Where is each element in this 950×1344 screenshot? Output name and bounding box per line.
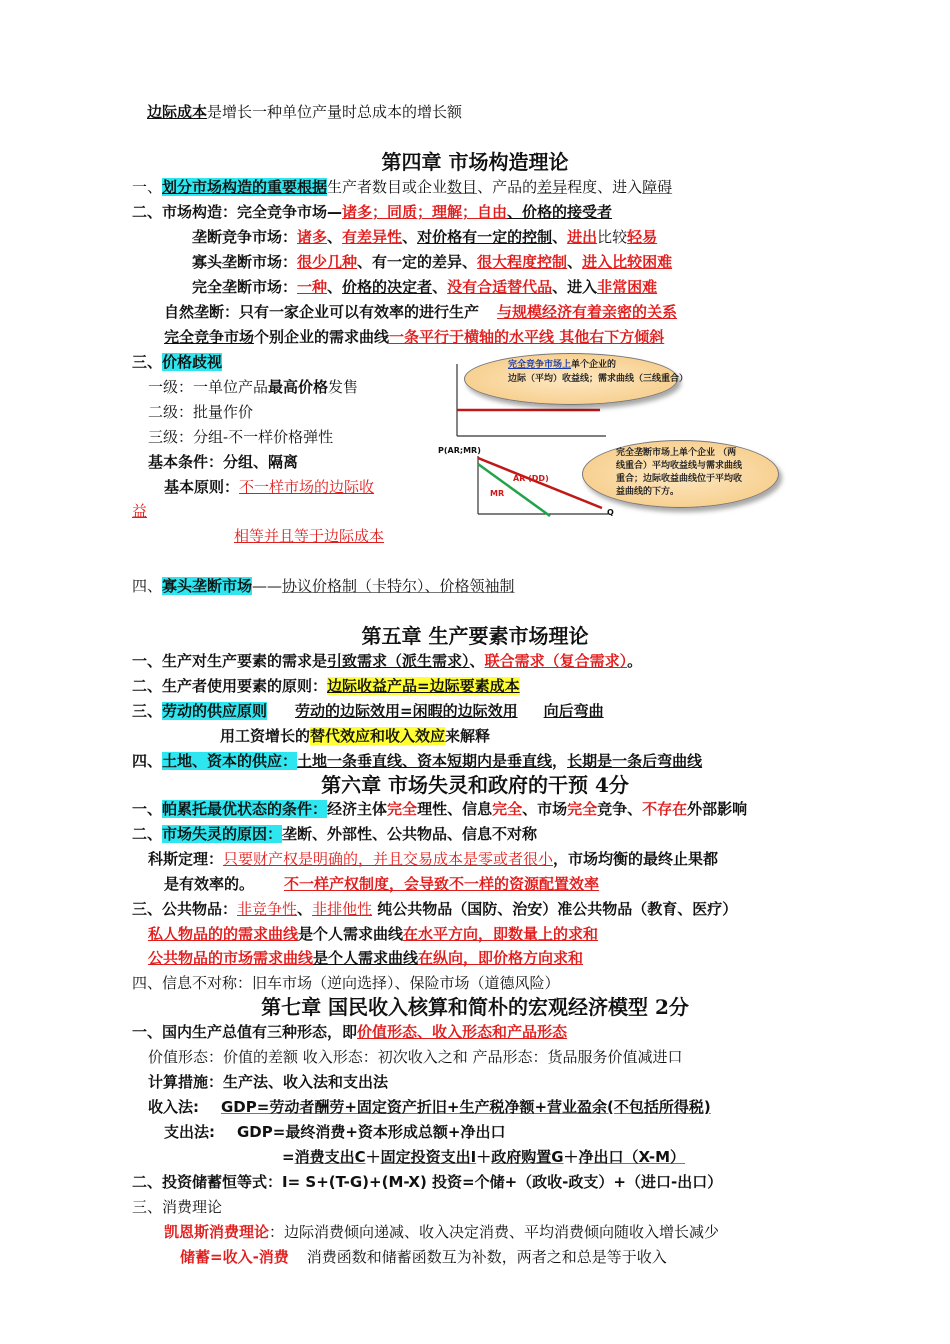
c4-line-1: 一、划分市场构造的重要根据生产者数目或企业数目、产品的差异程度、进入障碍 (132, 178, 673, 196)
bubble1-text-1: 完全竞争市场上单个企业的 (508, 360, 617, 370)
bubble2-text-2: 线重合）平均收益线与需求曲线 (616, 461, 743, 471)
c7-line-6: =消费支出C＋固定投资支出I＋政府购置G＋净出口（X-M） (282, 1148, 686, 1166)
chapter-4-title: 第四章 市场构造理论 (381, 150, 569, 174)
c4-line-5: 完全垄断市场：一种、价格的决定者、没有合适替代品、进入非常困难 (192, 278, 658, 296)
c5-line-3: 三、劳动的供应原则 劳动的边际效用=闲暇的边际效用 向后弯曲 (132, 702, 604, 720)
term-marginal-cost: 边际成本 (147, 103, 208, 121)
c4-line-14: 益 (132, 502, 148, 520)
c6-line-7: 公共物品的市场需求曲线是个人需求曲线在纵向，即价格方向求和 (148, 949, 584, 967)
c4-line-6: 自然垄断：只有一家企业可以有效率的进行生产 与规模经济有着亲密的关系 (164, 303, 678, 321)
graph2-y-label: P(AR;MR) (438, 446, 481, 455)
line-marginal-cost: 边际成本是增长一种单位产量时总成本的增长额 (147, 103, 463, 121)
c6-line-4: 是有效率的。 不一样产权制度，会导致不一样的资源配置效率 (164, 875, 600, 893)
c6-line-1: 一、帕累托最优状态的条件：经济主体完全理性、信息完全、市场完全竞争、不存在外部影响 (132, 800, 748, 818)
graph2-mr-label: MR (490, 489, 505, 498)
c5-line-5: 四、土地、资本的供应：土地一条垂直线、资本短期内是垂直线，长期是一条后弯曲线 (132, 752, 703, 770)
c6-line-2: 二、市场失灵的原因：垄断、外部性、公共物品、信息不对称 (132, 825, 538, 843)
c4-line-11: 三级：分组-不一样价格弹性 (148, 428, 334, 446)
c6-line-6: 私人物品的的需求曲线是个人需求曲线在水平方向，即数量上的求和 (148, 925, 599, 943)
ar-curve (478, 458, 602, 508)
bubble2-text-3: 重合；边际收益曲线位于平均收 (616, 474, 743, 484)
c5-line-1: 一、生产对生产要素的需求是引致需求（派生需求）、联合需求（复合需求）。 (132, 652, 643, 670)
c6-line-8: 四、信息不对称：旧车市场（逆向选择）、保险市场（道德风险） (132, 974, 560, 992)
c6-line-3: 科斯定理：只要财产权是明确的，并且交易成本是零或者很小，市场均衡的最终止果都 (148, 850, 719, 868)
chapter-7-title: 第七章 国民收入核算和简朴的宏观经济模型 2分 (261, 995, 689, 1019)
c4-line-15: 相等并且等于边际成本 (234, 527, 385, 545)
chapter-6-title: 第六章 市场失灵和政府的干预 4分 (321, 773, 629, 797)
c4-line-10: 二级：批量作价 (148, 403, 254, 421)
c7-line-1: 一、国内生产总值有三种形态，即价值形态、收入形态和产品形态 (132, 1023, 568, 1041)
bubble2-text-4: 益曲线的下方。 (616, 487, 680, 497)
c4-line-13: 基本原则：不一样市场的边际收 (164, 478, 375, 496)
c4-line-3: 垄断竞争市场：诸多、有差异性、对价格有一定的控制、进出比较轻易 (192, 228, 658, 246)
c4-line-2: 二、市场构造：完全竞争市场—诸多；同质；理解；自由、价格的接受者 (132, 203, 613, 221)
c7-line-9: 凯恩斯消费理论：边际消费倾向递减、收入决定消费、平均消费倾向随收入增长减少 (164, 1223, 720, 1241)
graph2-ar-label: AR (DD) (513, 474, 549, 483)
c7-line-8: 三、消费理论 (132, 1198, 223, 1216)
c5-line-4: 用工资增长的替代效应和收入效应来解释 (220, 727, 491, 745)
c7-line-3: 计算措施：生产法、收入法和支出法 (148, 1073, 389, 1091)
c4-line-9: 一级：一单位产品最高价格发售 (148, 378, 359, 396)
c4-line-12: 基本条件：分组、隔离 (148, 453, 299, 471)
c7-line-5: 支出法: GDP=最终消费+资本形成总额+净出口 (164, 1123, 506, 1141)
c7-line-2: 价值形态：价值的差额 收入形态：初次收入之和 产品形态：货品服务价值减进口 (148, 1048, 683, 1066)
bubble2-text-1: 完全垄断市场上单个企业 （两 (616, 448, 737, 458)
c4-line-4: 寡头垄断市场：很少几种、有一定的差异、很大程度控制、进入比较困难 (192, 253, 673, 271)
chapter-5-title: 第五章 生产要素市场理论 (361, 624, 589, 648)
c5-line-2: 二、生产者使用要素的原则：边际收益产品=边际要素成本 (132, 677, 520, 695)
c7-line-10: 储蓄=收入-消费 消费函数和储蓄函数互为补数，两者之和总是等于收入 (180, 1248, 667, 1266)
c4-line-7: 完全竞争市场个别企业的需求曲线一条平行于横轴的水平线 其他右下方倾斜 (164, 328, 665, 346)
c7-line-4: 收入法: GDP=劳动者酬劳+固定资产折旧+生产税净额+营业盈余(不包括所得税) (148, 1098, 711, 1116)
bubble1-text-2: 边际（平均）收益线；需求曲线（三线重合） (508, 374, 689, 384)
c4-line-8: 三、价格歧视 (132, 353, 223, 371)
c6-line-5: 三、公共物品：非竞争性、非排他性 纯公共物品（国防、治安）准公共物品（教育、医疗） (132, 900, 738, 918)
graph2-q-label: Q (607, 508, 614, 517)
c4-line-16: 四、寡头垄断市场——协议价格制（卡特尔）、价格领袖制 (132, 577, 515, 595)
c7-line-7: 二、投资储蓄恒等式：I= S+(T-G)+(M-X) 投资=个储+（政收-政支）+（进口-出口） (132, 1173, 723, 1191)
